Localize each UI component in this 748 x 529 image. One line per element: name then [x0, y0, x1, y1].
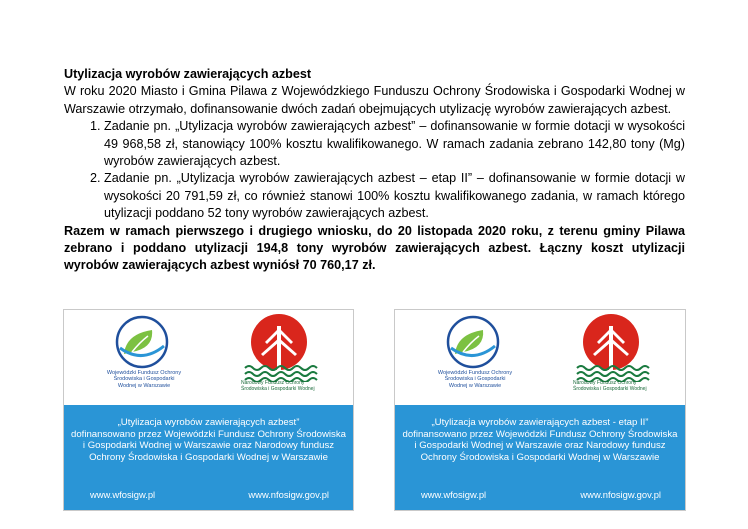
- project-title: „Utylizacja wyrobów zawierających azbest - etap II”: [431, 417, 649, 428]
- nfosigw-website: www.nfosigw.gov.pl: [580, 489, 661, 500]
- wfosigw-website: www.wfosigw.pl: [421, 489, 487, 500]
- funding-text: dofinansowano przez Wojewódzki Fundusz Ochrony Środowiska i Gospodarki Wodnej w Warszawie oraz Narodowy fundusz Ochrony Środowiska i Gospodarki Wodnej w Warszawie: [402, 428, 678, 463]
- nfosigw-caption: Narodowy Fundusz Ochrony Środowiska i Gospodarki Wodnej: [241, 380, 315, 392]
- document-body: [64, 66, 685, 275]
- board-logos: [395, 310, 685, 405]
- nfosigw-caption: Narodowy Fundusz Ochrony Środowiska i Gospodarki Wodnej: [573, 380, 647, 392]
- project-title: „Utylizacja wyrobów zawierających azbest”: [117, 417, 300, 428]
- nfosigw-logo-icon: [239, 312, 319, 382]
- nfosigw-website: www.nfosigw.gov.pl: [248, 489, 329, 500]
- board-info-panel: [395, 405, 685, 510]
- list-item: 2. Zadanie pn. „Utylizacja wyrobów zawierających azbest – etap II” – dofinansowanie w formie dotacji w wysokości 20 791,59 zł, co również stanowi 100% kosztu kwalifikowanego zadania, w ramach którego utylizacji poddano 52 tony wyrobów zawierających azbest.: [104, 170, 685, 222]
- funding-board-1: [63, 309, 354, 511]
- section-heading: Utylizacja wyrobów zawierających azbest: [64, 67, 312, 81]
- wfosigw-caption: Wojewódzki Fundusz Ochrony Środowiska i Gospodarki Wodnej w Warszawie: [437, 370, 513, 389]
- wfosigw-caption: Wojewódzki Fundusz Ochrony Środowiska i Gospodarki Wodnej w Warszawie: [106, 370, 182, 389]
- list-item: 1. Zadanie pn. „Utylizacja wyrobów zawierających azbest” – dofinansowanie w formie dotacji w wysokości 49 968,58 zł, stanowiący 100% kosztu kwalifikowanego. W ramach zadania zebrano 142,80 tony (Mg) wyrobów zawierających azbest.: [104, 118, 685, 170]
- task-list: [64, 118, 685, 222]
- intro-paragraph: W roku 2020 Miasto i Gmina Pilawa z Wojewódzkiego Funduszu Ochrony Środowiska i Gospodarki Wodnej w Warszawie otrzymało, dofinansowanie dwóch zadań obejmujących utylizację wyrobów zawierających azbest.: [64, 84, 685, 116]
- funding-board-2: [394, 309, 686, 511]
- summary-paragraph: Razem w ramach pierwszego i drugiego wniosku, do 20 listopada 2020 roku, z terenu gminy Pilawa zebrano i poddano utylizacji 194,8 tony wyrobów zawierających azbest. Łączny koszt utylizacji wyrobów zawierających azbest wyniósł 70 760,17 zł.: [64, 223, 685, 273]
- board-text: [401, 417, 679, 463]
- board-text: [70, 417, 347, 463]
- board-logos: [64, 310, 353, 405]
- wfosigw-website: www.wfosigw.pl: [90, 489, 156, 500]
- nfosigw-logo-icon: [571, 312, 651, 382]
- board-info-panel: [64, 405, 353, 510]
- funding-text: dofinansowano przez Wojewódzki Fundusz Ochrony Środowiska i Gospodarki Wodnej w Warszawie oraz Narodowy fundusz Ochrony Środowiska i Gospodarki Wodnej w Warszawie: [71, 428, 346, 463]
- wfosigw-logo-icon: [102, 314, 182, 370]
- wfosigw-logo-icon: [433, 314, 513, 370]
